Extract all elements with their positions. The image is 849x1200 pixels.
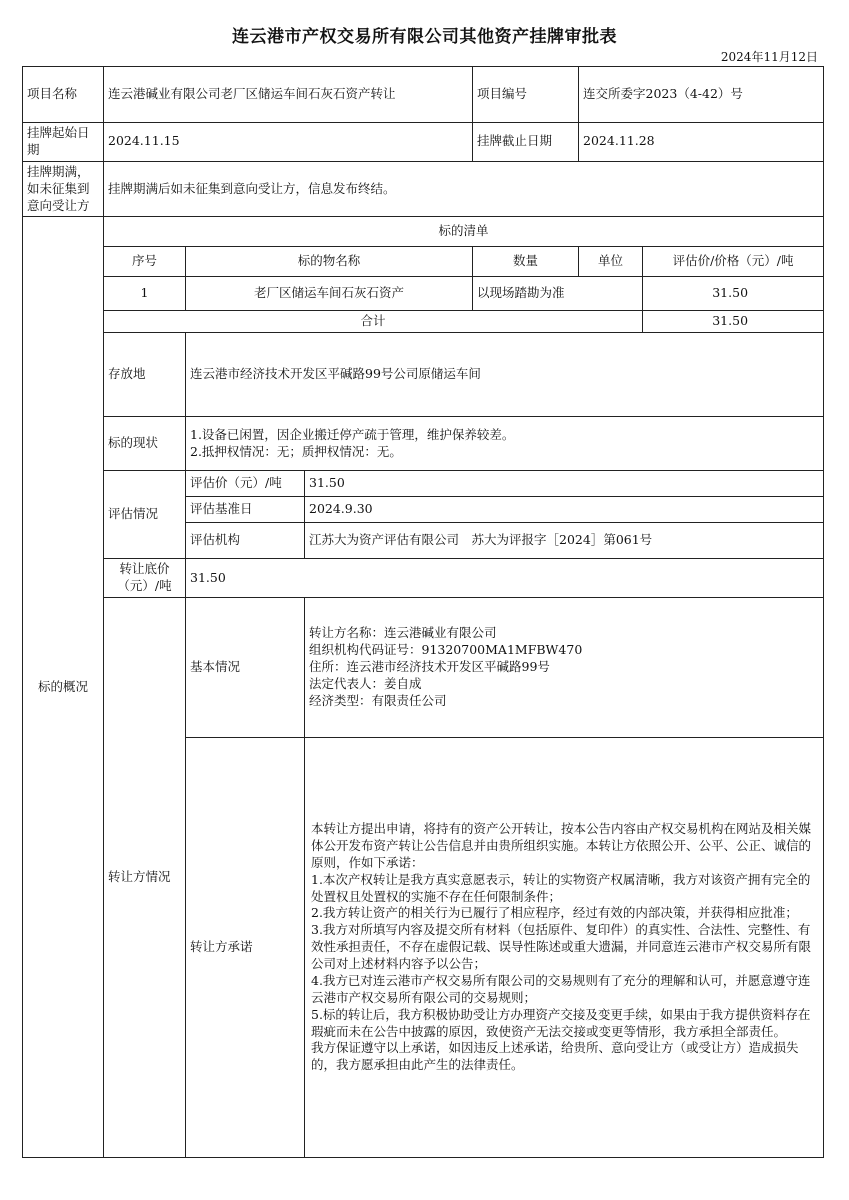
table-row xyxy=(23,277,824,311)
subject-list-header xyxy=(23,247,824,277)
promise-paragraph: 本转让方提出申请，将持有的资产公开转让，按本公告内容由产权交易机构在网站及相关媒体公开发布资产转让公告信息并由贵所组织实施。本转让方依照公开、公平、公正、诚信的原则，作如下承诺： xyxy=(311,821,812,870)
page-title: 连云港市产权交易所有限公司其他资产挂牌审批表 xyxy=(232,27,617,47)
end-date-value: 2024.11.28 xyxy=(579,123,824,162)
promise-paragraph: 3.我方对所填写内容及提交所有材料（包括原件、复印件）的真实性、合法性、完整性、有效性承担责任，不存在虚假记载、误导性陈述或重大遗漏，并同意连云港市产权交易所有限公司对上述材料内容予以公告； xyxy=(311,922,812,972)
promise-label: 转让方承诺 xyxy=(186,738,305,1158)
basic-info-line: 组织机构代码证号：91320700MA1MFBW470 xyxy=(309,642,583,658)
expire-value: 挂牌期满后如未征集到意向受让方，信息发布终结。 xyxy=(104,161,824,217)
row-eval-price xyxy=(23,471,824,497)
basic-info-line: 法定代表人：姜自成 xyxy=(309,676,422,692)
form-date: 2024年11月12日 xyxy=(720,50,818,64)
promise-paragraph: 2.我方转让资产的相关行为已履行了相应程序，经过有效的内部决策，并获得相应批准； xyxy=(311,905,798,921)
promise-paragraph: 4.我方已对连云港市产权交易所有限公司的交易规则有了充分的理解和认可，并愿意遵守连云港市产权交易所有限公司的交易规则； xyxy=(311,972,811,1005)
basic-info-line: 经济类型：有限责任公司 xyxy=(309,692,447,708)
promise-paragraph: 5.标的转让后，我方积极协助受让方办理资产交接及变更手续，如果由于我方提供资料存在瑕疵而未在公告中披露的原因，致使资产无法交接或变更等情形，我方承担全部责任。 xyxy=(311,1006,811,1039)
subject-list-title: 标的清单 xyxy=(104,217,824,247)
total-label: 合计 xyxy=(104,311,643,333)
row-base-price xyxy=(23,559,824,598)
project-code-value: 连交所委字2023（4-42）号 xyxy=(579,67,824,123)
row-list-title xyxy=(23,217,824,247)
end-date-label: 挂牌截止日期 xyxy=(473,123,579,162)
row-status xyxy=(23,417,824,471)
promise-paragraph: 我方保证遵守以上承诺，如因违反上述承诺，给贵所、意向受让方（或受让方）造成损失的，我方愿承担由此产生的法律责任。 xyxy=(311,1040,799,1073)
base-price-value: 31.50 xyxy=(186,559,824,598)
transferor-section-label: 转让方情况 xyxy=(104,598,186,1158)
row-price: 31.50 xyxy=(643,277,824,311)
eval-date-label: 评估基准日 xyxy=(186,497,305,523)
basic-info-line: 转让方名称：连云港碱业有限公司 xyxy=(309,625,497,641)
basic-info-value xyxy=(305,598,824,738)
row-basic-info xyxy=(23,598,824,738)
row-project-name xyxy=(23,67,824,123)
row-expire xyxy=(23,161,824,217)
col-header-no: 序号 xyxy=(104,247,186,277)
status-line-2: 2.抵押权情况：无；质押权情况：无。 xyxy=(190,443,402,459)
project-code-label: 项目编号 xyxy=(473,67,579,123)
row-quantity: 以现场踏勘为准 xyxy=(473,277,643,311)
eval-org-label: 评估机构 xyxy=(186,523,305,559)
approval-table xyxy=(22,66,824,1158)
basic-info-line: 住所：连云港市经济技术开发区平碱路99号 xyxy=(309,659,550,675)
project-name-label: 项目名称 xyxy=(23,67,104,123)
expire-label: 挂牌期满，如未征集到意向受让方 xyxy=(23,161,104,217)
start-date-value: 2024.11.15 xyxy=(104,123,473,162)
row-item-name: 老厂区储运车间石灰石资产 xyxy=(186,277,473,311)
col-header-unit: 单位 xyxy=(579,247,643,277)
col-header-name: 标的物名称 xyxy=(186,247,473,277)
eval-label: 评估情况 xyxy=(104,471,186,559)
row-no: 1 xyxy=(104,277,186,311)
total-value: 31.50 xyxy=(643,311,824,333)
row-total xyxy=(23,311,824,333)
col-header-qty: 数量 xyxy=(473,247,579,277)
row-listing-dates xyxy=(23,123,824,162)
subject-section-label: 标的概况 xyxy=(23,217,104,1158)
base-price-label: 转让底价（元）/吨 xyxy=(104,559,186,598)
storage-label: 存放地 xyxy=(104,333,186,417)
project-name-value: 连云港碱业有限公司老厂区储运车间石灰石资产转让 xyxy=(104,67,473,123)
promise-text xyxy=(305,738,824,1158)
start-date-label: 挂牌起始日期 xyxy=(23,123,104,162)
row-storage xyxy=(23,333,824,417)
storage-value: 连云港市经济技术开发区平碱路99号公司原储运车间 xyxy=(186,333,824,417)
eval-price-value: 31.50 xyxy=(305,471,824,497)
status-line-1: 1.设备已闲置，因企业搬迁停产疏于管理，维护保养较差。 xyxy=(190,427,515,442)
promise-paragraph: 1.本次产权转让是我方真实意愿表示，转让的实物资产权属清晰，我方对该资产拥有完全的处置权且处置权的实施不存在任何限制条件； xyxy=(311,871,811,904)
col-header-price: 评估价/价格（元）/吨 xyxy=(643,247,824,277)
eval-date-value: 2024.9.30 xyxy=(305,497,824,523)
eval-price-label: 评估价（元）/吨 xyxy=(186,471,305,497)
basic-info-label: 基本情况 xyxy=(186,598,305,738)
status-value xyxy=(186,417,824,471)
status-label: 标的现状 xyxy=(104,417,186,471)
eval-org-value: 江苏大为资产评估有限公司 苏大为评报字［2024］第061号 xyxy=(305,523,824,559)
